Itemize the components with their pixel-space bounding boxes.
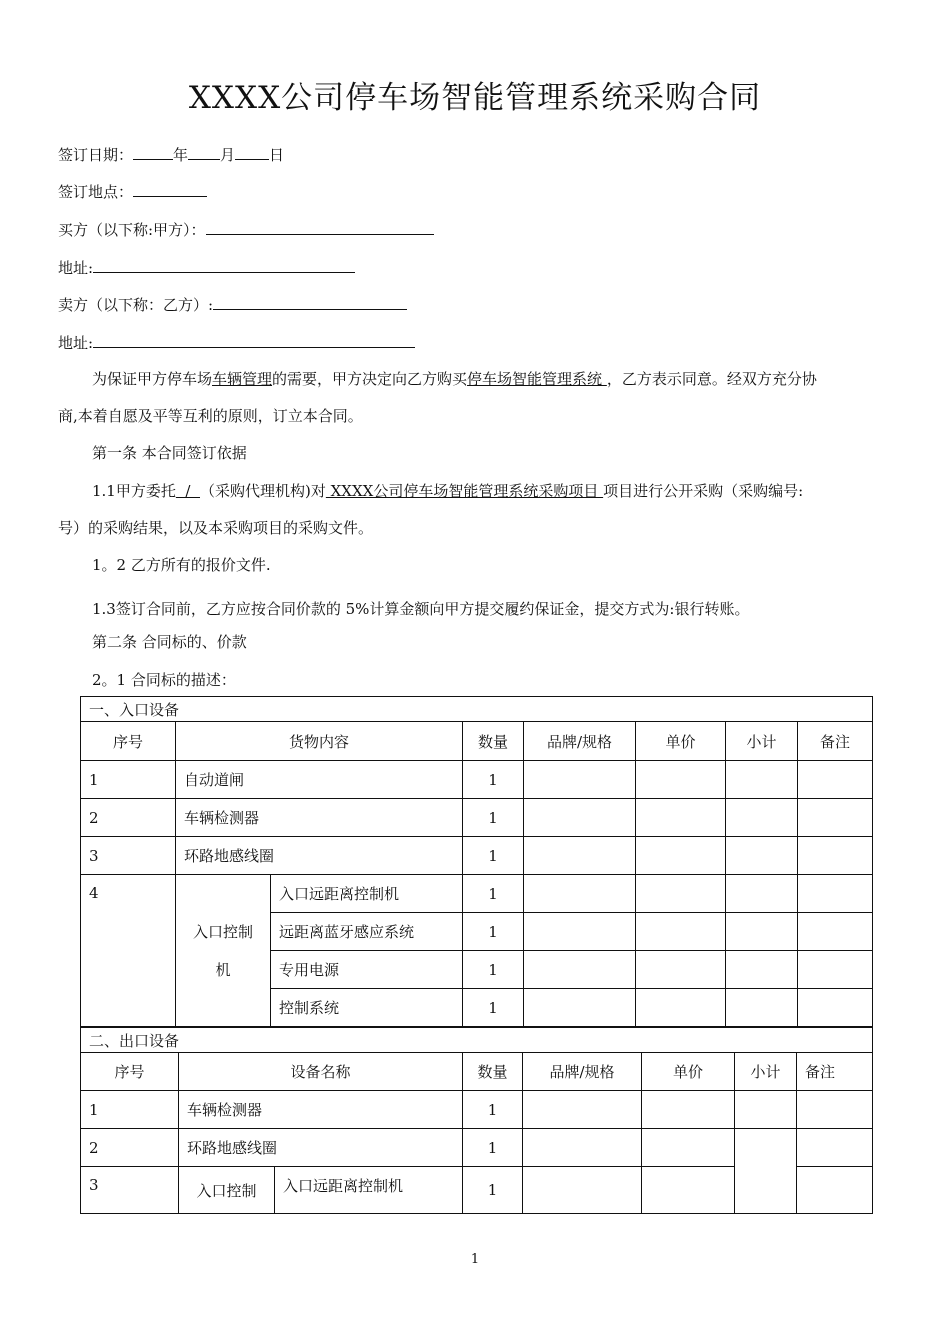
cell-group-name (176, 875, 271, 1027)
cell-item: 环路地感线圈 (179, 1129, 463, 1167)
buyer-label: 买方（以下称:甲方）： (58, 221, 206, 239)
cell-qty: 1 (463, 1091, 523, 1129)
section-title-entrance: 一、入口设备 (81, 697, 873, 722)
table-row (81, 875, 873, 913)
seller-label: 卖方（以下称：乙方）: (58, 296, 214, 314)
blank-sign-place[interactable] (133, 181, 207, 197)
cell-brand[interactable] (524, 837, 636, 875)
cell-remark[interactable] (798, 913, 873, 951)
blank-day[interactable] (235, 144, 269, 160)
table-row (81, 1129, 873, 1167)
sign-date-line (58, 144, 284, 165)
blank-seller-address[interactable] (93, 332, 415, 348)
cell-subtotal[interactable] (726, 875, 798, 913)
cell-subtotal[interactable] (726, 837, 798, 875)
clause-2-1: 2。1 合同标的描述： (92, 671, 236, 689)
cell-subtotal[interactable] (726, 989, 798, 1027)
cell-qty: 1 (463, 875, 524, 913)
cell-qty: 1 (463, 913, 524, 951)
cell-remark[interactable] (798, 761, 873, 799)
month-label: 月 (220, 146, 236, 164)
header-subtotal: 小计 (726, 722, 798, 761)
blank-seller[interactable] (213, 294, 407, 310)
intro-text: 的需要，甲方决定向乙方购买 (272, 370, 468, 388)
sign-place-label: 签订地点： (58, 183, 134, 201)
cell-remark[interactable] (798, 799, 873, 837)
header-goods: 货物内容 (176, 722, 463, 761)
cell-brand[interactable] (524, 951, 636, 989)
table-header-row (81, 1053, 873, 1091)
header-qty: 数量 (463, 1053, 523, 1091)
cell-qty: 1 (463, 1167, 523, 1214)
cell-remark[interactable] (797, 1167, 873, 1214)
intro-text: 为保证甲方停车场 (92, 370, 213, 388)
cell-sub-item: 控制系统 (271, 989, 463, 1027)
cell-subtotal[interactable] (726, 913, 798, 951)
cell-unit-price[interactable] (642, 1167, 735, 1214)
seller-address-line (58, 332, 415, 353)
cell-subtotal[interactable] (726, 951, 798, 989)
cell-unit-price[interactable] (636, 951, 726, 989)
buyer-address-line (58, 257, 355, 278)
article2-heading: 第二条 合同标的、价款 (92, 633, 247, 651)
table-row (81, 837, 873, 875)
cell-qty: 1 (463, 989, 524, 1027)
cell-no: 1 (81, 1091, 179, 1129)
day-label: 日 (269, 146, 285, 164)
cell-brand[interactable] (523, 1129, 642, 1167)
table-header-row (81, 722, 873, 761)
clause-underlined-agency: / (175, 482, 200, 500)
blank-buyer-address[interactable] (93, 257, 355, 273)
cell-qty: 1 (463, 837, 524, 875)
cell-item: 自动道闸 (176, 761, 463, 799)
cell-remark[interactable] (797, 1091, 873, 1129)
cell-item: 车辆检测器 (179, 1091, 463, 1129)
header-qty: 数量 (463, 722, 524, 761)
header-brand: 品牌/规格 (524, 722, 636, 761)
header-remark: 备注 (798, 722, 873, 761)
cell-remark[interactable] (798, 837, 873, 875)
article1-heading: 第一条 本合同签订依据 (92, 444, 247, 462)
clause-1-1-line1 (92, 481, 803, 501)
year-label: 年 (173, 146, 189, 164)
entrance-equipment-table (80, 696, 873, 1027)
cell-brand[interactable] (524, 913, 636, 951)
cell-no: 3 (81, 1167, 179, 1214)
cell-brand[interactable] (523, 1091, 642, 1129)
blank-buyer[interactable] (206, 219, 434, 235)
sign-place-line (58, 181, 207, 202)
clause-text: 项目进行公开采购（采购编号: (603, 482, 804, 500)
cell-brand[interactable] (523, 1167, 642, 1214)
header-subtotal: 小计 (735, 1053, 797, 1091)
intro-paragraph-line2: 商,本着自愿及平等互利的原则，订立本合同。 (58, 407, 363, 425)
page-number: 1 (470, 1252, 480, 1267)
buyer-line (58, 219, 434, 240)
cell-qty: 1 (463, 951, 524, 989)
cell-remark[interactable] (797, 1129, 873, 1167)
cell-unit-price[interactable] (636, 875, 726, 913)
header-remark: 备注 (797, 1053, 873, 1091)
cell-subtotal[interactable] (735, 1091, 797, 1129)
cell-qty: 1 (463, 1129, 523, 1167)
header-no: 序号 (81, 722, 176, 761)
cell-unit-price[interactable] (642, 1091, 735, 1129)
seller-line (58, 294, 407, 315)
cell-unit-price[interactable] (636, 989, 726, 1027)
clause-1-2: 1。2 乙方所有的报价文件. (92, 556, 271, 574)
intro-paragraph-line1 (92, 369, 817, 389)
cell-unit-price[interactable] (636, 913, 726, 951)
cell-sub-item: 远距离蓝牙感应系统 (271, 913, 463, 951)
intro-text: ，乙方表示同意。经双方充分协 (606, 370, 817, 388)
cell-no: 4 (81, 875, 176, 1027)
group-name-line2: 机 (215, 960, 231, 979)
table-row (81, 1091, 873, 1129)
cell-unit-price[interactable] (636, 837, 726, 875)
exit-equipment-table (80, 1027, 873, 1214)
cell-no: 3 (81, 837, 176, 875)
clause-text: （采购代理机构)对 (200, 482, 326, 500)
section-title-exit: 二、出口设备 (81, 1028, 873, 1053)
intro-underlined-vehicle-mgmt: 车辆管理 (212, 370, 273, 388)
header-unit-price: 单价 (636, 722, 726, 761)
clause-1-1-line2: 号）的采购结果，以及本采购项目的采购文件。 (58, 519, 374, 537)
cell-qty: 1 (463, 799, 524, 837)
cell-sub-item: 入口远距离控制机 (271, 875, 463, 913)
sign-date-label: 签订日期： (58, 146, 134, 164)
cell-brand[interactable] (524, 761, 636, 799)
cell-group-name: 入口控制 (179, 1167, 275, 1214)
cell-brand[interactable] (524, 875, 636, 913)
cell-unit-price[interactable] (636, 799, 726, 837)
cell-unit-price[interactable] (642, 1129, 735, 1167)
header-device-name: 设备名称 (179, 1053, 463, 1091)
buyer-address-label: 地址: (58, 259, 94, 277)
blank-year[interactable] (133, 144, 173, 160)
cell-qty: 1 (463, 761, 524, 799)
table-row (81, 799, 873, 837)
cell-brand[interactable] (524, 989, 636, 1027)
table-row (81, 761, 873, 799)
cell-subtotal[interactable] (726, 799, 798, 837)
cell-remark[interactable] (798, 875, 873, 913)
clause-text: 1.1甲方委托 (92, 482, 176, 500)
header-unit-price: 单价 (642, 1053, 735, 1091)
cell-sub-item: 专用电源 (271, 951, 463, 989)
clause-1-3: 1.3签订合同前，乙方应按合同价款的 5%计算金额向甲方提交履约保证金，提交方式为:银行转账。 (92, 600, 750, 618)
header-no: 序号 (81, 1053, 179, 1091)
document-title: XXXX公司停车场智能管理系统采购合同 (188, 80, 762, 116)
cell-remark[interactable] (798, 989, 873, 1027)
clause-underlined-project: XXXX公司停车场智能管理系统采购项目 (325, 482, 604, 500)
cell-subtotal[interactable] (726, 761, 798, 799)
header-brand: 品牌/规格 (523, 1053, 642, 1091)
cell-item: 环路地感线圈 (176, 837, 463, 875)
group-name-line1: 入口控制 (192, 922, 253, 941)
seller-address-label: 地址: (58, 334, 94, 352)
cell-sub-item: 入口远距离控制机 (275, 1167, 463, 1214)
cell-item: 车辆检测器 (176, 799, 463, 837)
cell-no: 2 (81, 799, 176, 837)
cell-no: 2 (81, 1129, 179, 1167)
cell-unit-price[interactable] (636, 761, 726, 799)
blank-month[interactable] (188, 144, 220, 160)
cell-no: 1 (81, 761, 176, 799)
cell-brand[interactable] (524, 799, 636, 837)
cell-remark[interactable] (798, 951, 873, 989)
intro-underlined-system: 停车场智能管理系统 (467, 370, 607, 388)
cell-subtotal-merged[interactable] (735, 1129, 797, 1214)
